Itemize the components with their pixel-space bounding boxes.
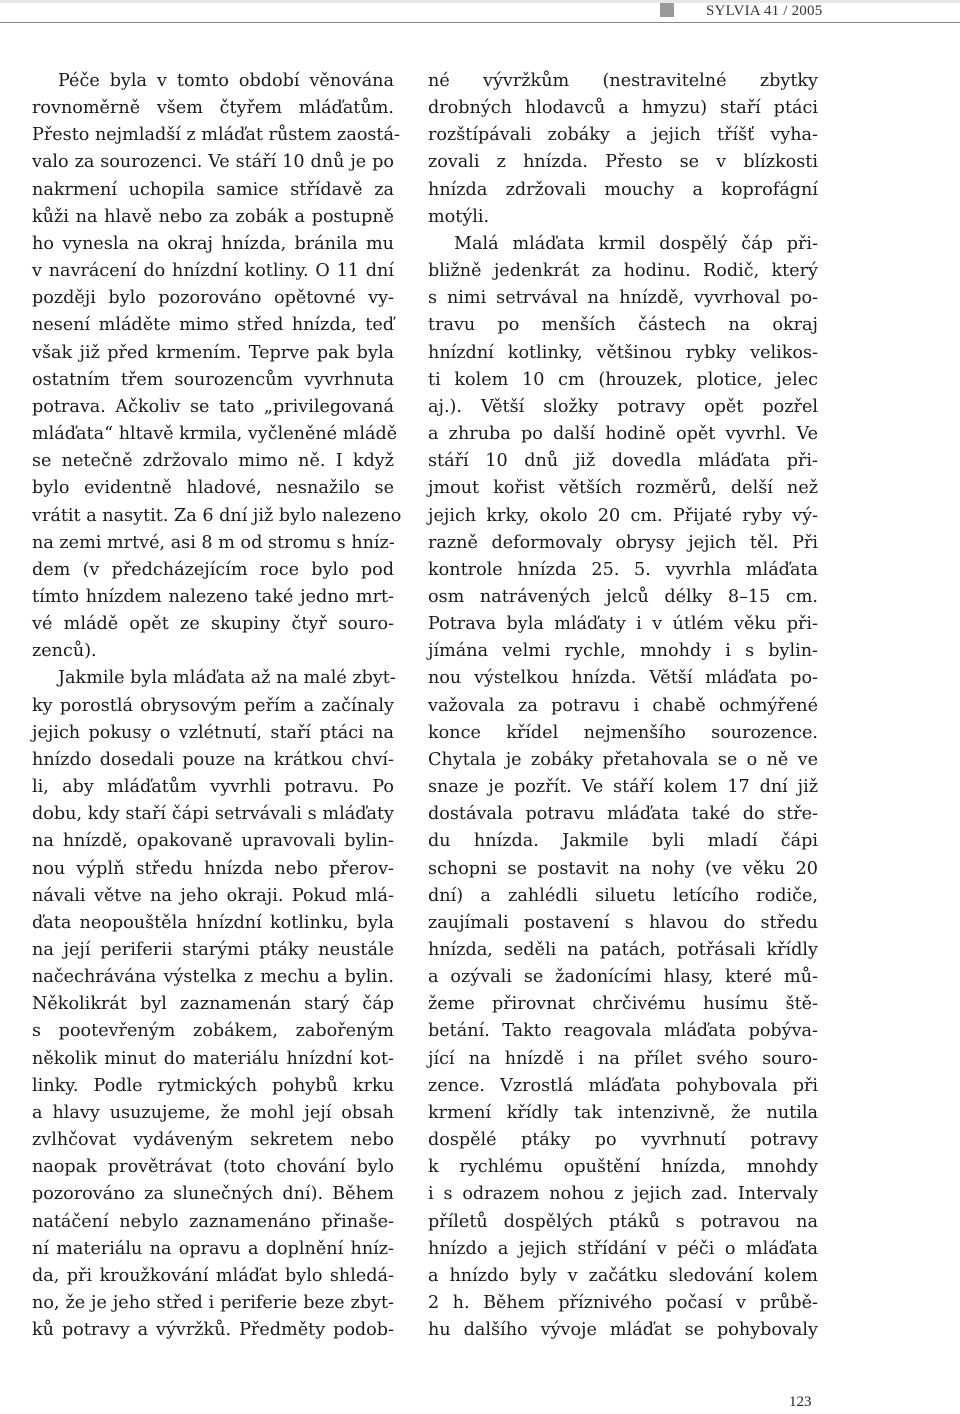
text-line: zvlhčovat vydáveným sekretem nebo <box>32 1130 394 1151</box>
text-line: hnízdo dosedali pouze na krátkou chví- <box>32 749 394 770</box>
paragraph <box>32 665 394 1344</box>
text-line: aj.). Větší složky potravy opět pozřel <box>428 396 818 417</box>
text-line: dospělé ptáky po vyvrhnutí potravy <box>428 1130 818 1151</box>
text-line: betání. Takto reagovala mláďata pobýva- <box>428 1021 818 1042</box>
text-line: bylo evidentně hladové, nesnažilo se <box>32 478 394 499</box>
paragraph <box>32 68 402 665</box>
text-line: né vývržkům (nestravitelné zbytky <box>428 71 818 91</box>
text-line: jejich krky, okolo 20 cm. Přijaté ryby vý- <box>428 505 818 526</box>
text-line: valo za sourozenci. Ve stáří 10 dnů je po <box>32 152 394 173</box>
text-line: v navrácení do hnízdní kotliny. O 11 dní <box>32 261 394 282</box>
text-line: ďata neopouštěla hnízdní kotlinku, byla <box>32 912 394 933</box>
text-line: s nimi setrvával na hnízdě, vyvrhoval po- <box>428 288 818 309</box>
text-line: hnízdní kotlinky, většinou rybky velikos- <box>428 342 818 363</box>
text-line: schopni se postavit na nohy (ve věku 20 <box>428 858 818 879</box>
text-line: Malá mláďata krmil dospělý čáp při- <box>454 233 818 254</box>
text-line: Jakmile byla mláďata až na malé zbyt- <box>58 668 396 689</box>
text-line: dostávala potravu mláďata také do stře- <box>428 804 818 825</box>
text-line: dní) a zahlédli siluetu letícího rodiče, <box>428 885 818 906</box>
text-line: a zhruba po další hodině opět vyvrhl. Ve <box>428 424 818 445</box>
text-line: návali větve na jeho okraji. Pokud mlá- <box>32 885 394 906</box>
text-line: hnízdo a jejich střídání v péči o mláďata <box>428 1238 818 1259</box>
text-line: i s odrazem nohou z jejich zad. Intervaly <box>428 1184 818 1205</box>
text-line: však již před krmením. Teprve pak byla <box>32 342 394 363</box>
text-line: a ozývali se žadonícími hlasy, které mů- <box>428 967 818 988</box>
text-line: rovnoměrně všem čtyřem mláďatům. <box>32 98 394 119</box>
text-line: li, aby mláďatům vyvrhli potravu. Po <box>32 777 394 798</box>
left-column <box>32 68 402 1344</box>
text-line: motýli. <box>428 206 490 227</box>
text-line: jmout kořist větších rozměrů, delší než <box>428 478 818 499</box>
text-line: kontrole hnízda 25. 5. vyvrhla mláďata <box>428 559 818 580</box>
header-bar <box>0 0 960 23</box>
text-line: zenců). <box>32 641 97 662</box>
text-line: travu po menších částech na okraj <box>428 315 818 336</box>
text-line: snaze je pozřít. Ve stáří kolem 17 dní již <box>428 777 818 798</box>
text-line: s pootevřeným zobákem, zabořeným <box>32 1021 394 1042</box>
text-line: osm natrávených jelců délky 8–15 cm. <box>428 586 818 607</box>
text-line: hnízda zdržovali mouchy a koprofágní <box>428 179 818 200</box>
text-line: načechrávána výstelka z mechu a bylin. <box>32 967 394 988</box>
journal-title: SYLVIA 41 / 2005 <box>706 3 823 19</box>
paragraph <box>428 68 818 231</box>
text-line: se netečně zdržovalo mimo ně. I když <box>32 451 394 472</box>
text-line: krmení křídly tak intenzivně, že nutila <box>428 1102 818 1123</box>
text-line: ho vynesla na okraj hnízda, bránila mu <box>32 233 394 254</box>
text-line: bližně jedenkrát za hodinu. Rodič, který <box>428 261 818 282</box>
text-line: Chytala je zobáky přetahovala se o ně ve <box>428 749 818 770</box>
text-line: zence. Vzrostlá mláďata pohybovala při <box>428 1075 818 1096</box>
text-line: ní materiálu na opravu a doplnění hníz- <box>32 1238 394 1259</box>
text-line: zaujímali postavení s hlavou do středu <box>428 912 818 933</box>
text-line: ků potravy a vývržků. Předměty podob- <box>32 1320 394 1341</box>
text-line: žeme přirovnat chrčivému husímu ště- <box>428 994 818 1015</box>
text-line: k rychlému opuštění hnízda, mnohdy <box>428 1157 818 1178</box>
text-line: nakrmení uchopila samice střídavě za <box>32 179 394 200</box>
text-line: naopak provětrávat (toto chování bylo <box>32 1157 394 1178</box>
text-line: několik minut do materiálu hnízdní kot- <box>32 1048 394 1069</box>
text-line: potrava. Ačkoliv se tato „privilegovaná <box>32 396 394 417</box>
text-line: Péče byla v tomto období věnována <box>58 71 394 91</box>
text-line: rozštípávali zobáky a jejich tříšť vyha- <box>428 125 818 146</box>
text-line: hu dalšího vývoje mláďat se pohybovaly <box>428 1320 818 1341</box>
text-line: mláďata“ hltavě krmila, vyčleněné mládě <box>32 424 398 445</box>
text-line: nou výplň středu hnízda nebo přerov- <box>32 858 394 879</box>
text-line: pozorováno za slunečných dní). Během <box>32 1184 394 1205</box>
text-line: natáčení nebylo zaznamenáno přinaše- <box>32 1211 394 1232</box>
text-line: příletů dospělých ptáků s potravou na <box>428 1211 818 1232</box>
text-line: stáří 10 dnů již dovedla mláďata při- <box>428 451 818 472</box>
text-line: ostatním třem sourozencům vyvrhnuta <box>32 369 394 390</box>
text-line: no, že je jeho střed i periferie beze zbyt- <box>32 1293 394 1314</box>
text-line: jejich pokusy o vzlétnutí, staří ptáci na <box>32 722 394 743</box>
header-square-mark <box>660 3 674 17</box>
text-line: konce křídel nejmenšího sourozence. <box>428 722 818 743</box>
text-line: linky. Podle rytmických pohybů krku <box>32 1075 394 1096</box>
text-line: vé mládě opět ze skupiny čtyř souro- <box>32 614 394 635</box>
text-line: važovala za potravu i chabě ochmýřené <box>428 695 818 716</box>
text-line: da, při kroužkování mláďat bylo shledá- <box>32 1265 394 1286</box>
text-line: kůži na hlavě nebo za zobák a postupně <box>32 206 394 227</box>
text-line: Přesto nejmladší z mláďat růstem zaostá- <box>32 125 400 146</box>
text-line: hnízda, seděli na patách, potřásali křídly <box>428 940 818 960</box>
text-line: nou výstelkou hnízda. Větší mláďata po- <box>428 668 818 689</box>
right-column <box>428 68 818 1344</box>
text-line: dobu, kdy staří čápi setrvávali s mláďaty <box>32 804 394 825</box>
text-line: razně deformovaly obrysy jejich těl. Při <box>428 532 818 553</box>
text-line: a hnízdo byly v začátku sledování kolem <box>428 1265 818 1286</box>
text-line: později bylo pozorováno opětovné vy- <box>32 288 394 309</box>
text-line: zovali z hnízda. Přesto se v blízkosti <box>428 152 818 173</box>
text-line: du hnízda. Jakmile byli mladí čápi <box>428 831 818 852</box>
text-line: vrátit a nasytit. Za 6 dní již bylo nalezeno <box>32 505 402 526</box>
text-line: a hlavy usuzujeme, že mohl její obsah <box>32 1102 394 1123</box>
text-line: jímána velmi rychle, mnohdy i s bylin- <box>428 641 818 662</box>
text-line: tímto hnízdem nalezeno také jedno mrt- <box>32 586 394 607</box>
text-line: ti kolem 10 cm (hrouzek, plotice, jelec <box>428 369 818 390</box>
text-line: Několikrát byl zaznamenán starý čáp <box>32 994 394 1015</box>
text-line: na hnízdě, opakovaně upravovali bylin- <box>32 831 394 852</box>
text-line: na její periferii starými ptáky neustále <box>32 940 394 960</box>
text-line: 2 h. Během příznivého počasí v průbě- <box>428 1293 818 1314</box>
text-line: jící na hnízdě i na přílet svého souro- <box>428 1048 818 1069</box>
text-line: dem (v předcházejícím roce bylo pod <box>32 559 394 580</box>
paragraph <box>428 231 818 1344</box>
page-number: 123 <box>789 1394 812 1410</box>
text-line: drobných hlodavců a hmyzu) staří ptáci <box>428 98 818 119</box>
text-line: na zemi mrtvé, asi 8 m od stromu s hníz- <box>32 532 395 553</box>
text-line: ky porostlá obrysovým peřím a začínaly <box>32 695 394 716</box>
text-line: nesení mláděte mimo střed hnízda, teď <box>32 315 394 336</box>
text-line: Potrava byla mláďaty i v útlém věku při- <box>428 614 818 635</box>
